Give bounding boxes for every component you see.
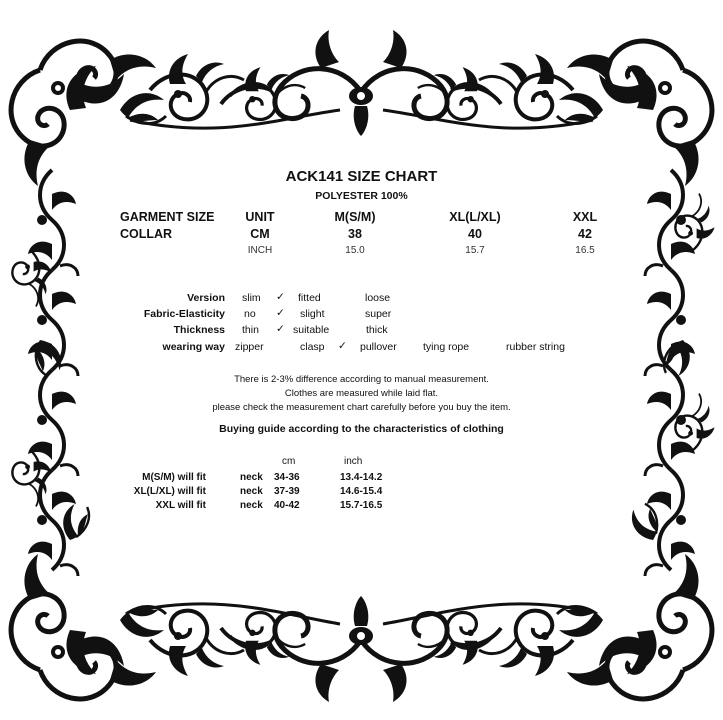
collar-inch-xl: 15.7 — [465, 245, 485, 256]
check-mark-icon: ✓ — [276, 291, 285, 303]
guide-row-label: M(S/M) will fit — [142, 472, 206, 483]
option-rubber-string: rubber string — [506, 341, 565, 353]
column-header-m: M(S/M) — [334, 210, 376, 224]
unit-inch: INCH — [247, 245, 273, 256]
guide-row-inch: 14.6-15.4 — [340, 486, 383, 497]
option-thin: thin — [242, 324, 259, 336]
chart-title: ACK141 SIZE CHART — [285, 168, 438, 185]
collar-inch-xxl: 16.5 — [575, 245, 595, 256]
option-suitable: suitable — [293, 324, 330, 336]
check-mark-icon: ✓ — [276, 307, 285, 319]
attribute-label-wearing-way: wearing way — [162, 341, 225, 353]
option-clasp: clasp — [300, 341, 325, 353]
column-header-xl: XL(L/XL) — [449, 210, 501, 224]
check-mark-icon: ✓ — [276, 323, 285, 335]
row-label-collar: COLLAR — [120, 227, 173, 241]
option-tying-rope: tying rope — [423, 341, 470, 353]
collar-inch-m: 15.0 — [345, 245, 365, 256]
note-line: Clothes are measured while laid flat. — [284, 388, 439, 399]
guide-row-part: neck — [240, 500, 263, 511]
guide-row-label: XL(L/XL) will fit — [133, 486, 206, 497]
guide-row-part: neck — [240, 472, 263, 483]
guide-header-cm: cm — [282, 456, 296, 467]
attribute-label-version: Version — [187, 292, 225, 304]
guide-row-part: neck — [240, 486, 263, 497]
note-line: please check the measurement chart carefully before you buy the item. — [212, 402, 511, 413]
option-zipper: zipper — [235, 341, 264, 353]
column-header-xxl: XXL — [572, 210, 598, 224]
buying-guide-heading: Buying guide according to the characteristics of clothing — [219, 423, 504, 435]
collar-cm-m: 38 — [348, 227, 362, 241]
option-loose: loose — [365, 292, 391, 304]
attribute-label-fabric-elasticity: Fabric-Elasticity — [143, 308, 225, 320]
collar-cm-xl: 40 — [468, 227, 482, 241]
option-fitted: fitted — [298, 292, 321, 304]
option-pullover: pullover — [360, 341, 397, 353]
material-label: POLYESTER 100% — [315, 190, 408, 202]
attribute-label-thickness: Thickness — [173, 324, 225, 336]
guide-row-cm: 40-42 — [274, 500, 300, 511]
column-header-garment-size: GARMENT SIZE — [120, 210, 215, 224]
option-no: no — [244, 308, 256, 320]
guide-row-label: XXL will fit — [155, 500, 206, 511]
option-slight: slight — [300, 308, 325, 320]
option-super: super — [365, 308, 392, 320]
note-line: There is 2-3% difference according to manual measurement. — [234, 374, 489, 385]
column-header-unit: UNIT — [245, 210, 275, 224]
option-thick: thick — [366, 324, 388, 336]
guide-row-inch: 15.7-16.5 — [340, 500, 383, 511]
guide-row-inch: 13.4-14.2 — [340, 472, 383, 483]
unit-cm: CM — [250, 227, 270, 241]
option-slim: slim — [242, 292, 261, 304]
check-mark-icon: ✓ — [338, 340, 347, 352]
collar-cm-xxl: 42 — [578, 227, 592, 241]
guide-row-cm: 37-39 — [274, 486, 300, 497]
guide-row-cm: 34-36 — [274, 472, 300, 483]
guide-header-inch: inch — [344, 456, 363, 467]
